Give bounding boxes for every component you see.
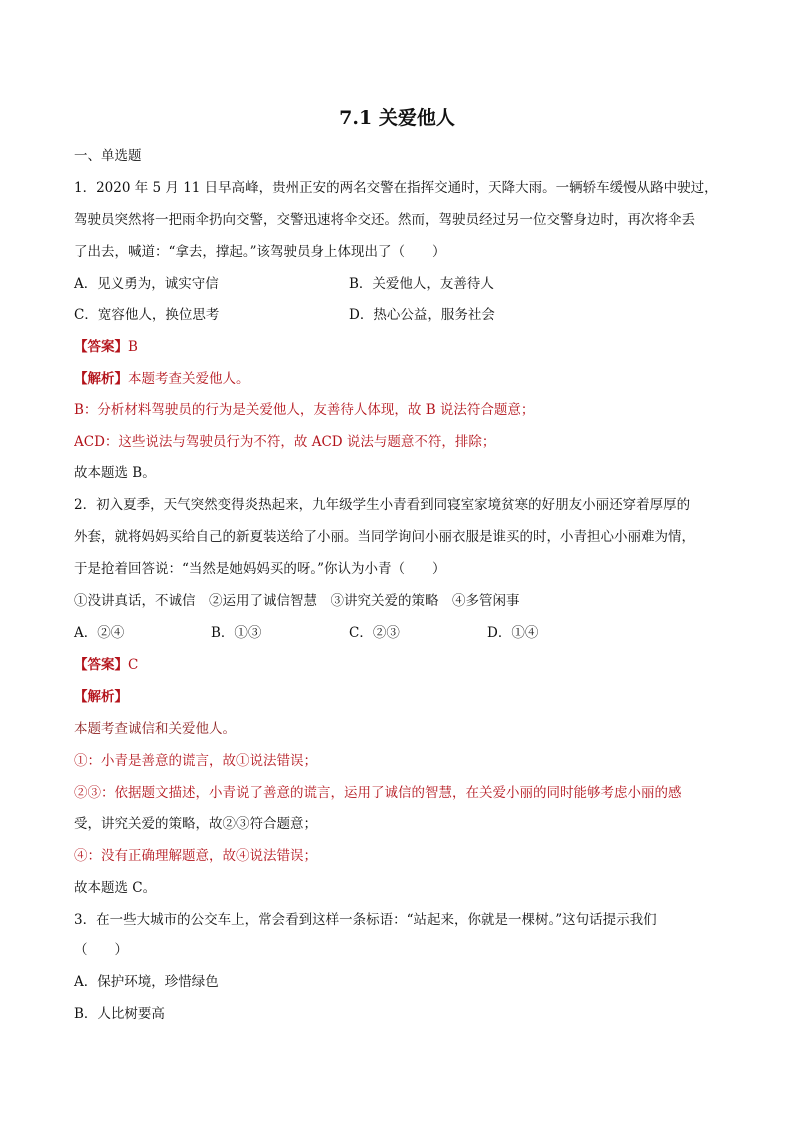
q3-option-a: A．保护环境，珍惜绿色 xyxy=(74,974,219,990)
q2-explain-4: ④：没有正确理解题意，故④说法错误； xyxy=(74,848,317,864)
q1-answer xyxy=(74,338,724,356)
q1-analysis xyxy=(74,370,724,388)
q2-answer xyxy=(74,656,724,674)
q2-explain-2: ②③：依据题文描述，小青说了善意的谎言，运用了诚信的智慧，在关爱小丽的同时能够考虑小丽的感 xyxy=(74,785,682,801)
q2-stem-line-1: 2．初入夏季，天气突然变得炎热起来，九年级学生小青看到同寝室家境贫寒的好朋友小丽还穿着厚厚的 xyxy=(74,497,691,513)
q3-option-b: B．人比树要高 xyxy=(74,1006,165,1022)
q1-option-a: A．见义勇为，诚实守信 xyxy=(74,276,219,292)
q2-stem-line-3: 于是抢着回答说：“当然是她妈妈买的呀。”你认为小青（ ） xyxy=(74,561,446,577)
q1-stem-line-2: 驾驶员突然将一把雨伞扔向交警，交警迅速将伞交还。然而，驾驶员经过另一位交警身边时，再次将伞丢 xyxy=(74,212,695,228)
section-heading: 一、单选题 xyxy=(74,148,142,164)
q1-stem-line-1: 1．2020 年 5 月 11 日早高峰，贵州正安的两名交警在指挥交通时，天降大雨。一辆轿车缓慢从路中驶过， xyxy=(74,180,718,196)
analysis-text: 本题考查关爱他人。 xyxy=(128,371,250,387)
q1-option-c: C．宽容他人，换位思考 xyxy=(74,307,220,323)
q2-analysis-text: 本题考查诚信和关爱他人。 xyxy=(74,721,236,737)
q3-stem-line-2: （ ） xyxy=(74,942,128,958)
q1-explain-1: B：分析材料驾驶员的行为是关爱他人，友善待人体现，故 B 说法符合题意； xyxy=(74,402,535,418)
q2-explain-3: 受，讲究关爱的策略，故②③符合题意； xyxy=(74,816,317,832)
q2-option-d: D．①④ xyxy=(487,625,539,641)
q1-conclusion: 故本题选 B。 xyxy=(74,465,156,481)
q2-conclusion: 故本题选 C。 xyxy=(74,880,157,896)
q2-analysis-label: 【解析】 xyxy=(74,689,128,705)
answer-label: 【答案】 xyxy=(74,339,128,355)
answer-value: B xyxy=(128,339,138,355)
page-title: 7.1 关爱他人 xyxy=(339,107,455,129)
q1-option-d: D．热心公益，服务社会 xyxy=(349,307,495,323)
q3-stem-line-1: 3．在一些大城市的公交车上，常会看到这样一条标语：“站起来，你就是一棵树。”这句话提示我们 xyxy=(74,912,657,928)
q2-option-a: A．②④ xyxy=(74,625,125,641)
q1-explain-2: ACD：这些说法与驾驶员行为不符，故 ACD 说法与题意不符，排除； xyxy=(74,434,496,450)
q2-stem-line-2: 外套，就将妈妈买给自己的新夏装送给了小丽。当同学询问小丽衣服是谁买的时，小青担心小丽难为情， xyxy=(74,529,695,545)
q1-stem-line-3: 了出去，喊道：“拿去，撑起。”该驾驶员身上体现出了（ ） xyxy=(74,244,446,260)
q2-option-b: B．①③ xyxy=(211,625,262,641)
answer-value: C xyxy=(128,657,139,673)
q2-statements: ①没讲真话，不诚信 ②运用了诚信智慧 ③讲究关爱的策略 ④多管闲事 xyxy=(74,593,520,609)
answer-label: 【答案】 xyxy=(74,657,128,673)
q2-option-c: C．②③ xyxy=(349,625,400,641)
q2-explain-1: ①：小青是善意的谎言，故①说法错误； xyxy=(74,753,317,769)
q1-option-b: B．关爱他人，友善待人 xyxy=(349,276,494,292)
analysis-label: 【解析】 xyxy=(74,371,128,387)
